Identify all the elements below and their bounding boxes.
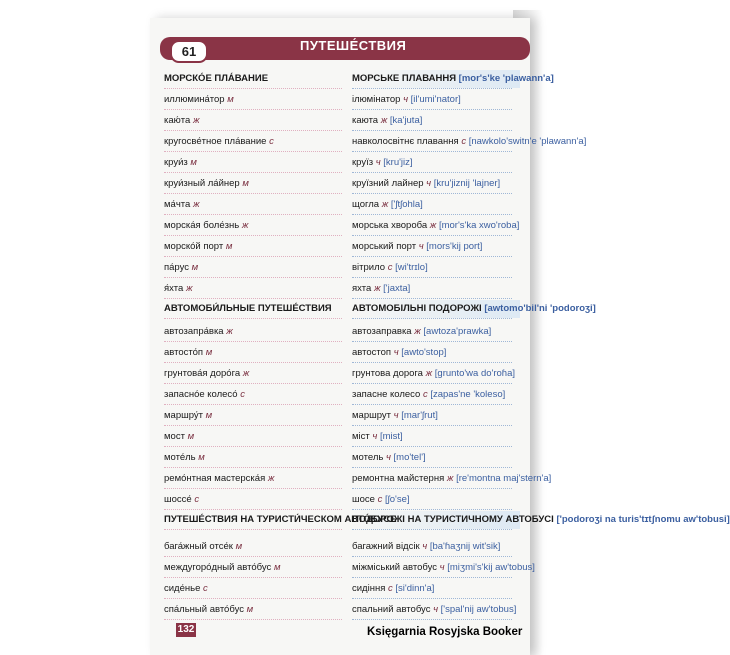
term-word: АВТОМОБИ́ЛЬНЫЕ ПУТЕШЕ́СТВИЯ	[164, 303, 332, 314]
term-ru	[164, 386, 342, 405]
gender-marker: м	[225, 241, 233, 252]
transcription: [mors'kij port]	[426, 241, 483, 252]
term-uk	[352, 470, 552, 489]
gender-marker: ч	[393, 410, 399, 421]
gender-marker: ж	[242, 368, 250, 379]
term-uk	[352, 217, 520, 236]
term-word: МОРСКО́Е ПЛА́ВАНИЕ	[164, 73, 269, 84]
term-word: ПУТЕШЕ́СТВИЯ НА ТУРИСТИ́ЧЕСКОМ АВТО́БУСЕ	[164, 514, 397, 525]
gender-marker: ж	[267, 473, 275, 484]
term-ru	[164, 280, 342, 299]
term-word: мост	[164, 431, 185, 442]
gender-marker: ж	[241, 220, 249, 231]
term-word: багажний відсік	[352, 541, 420, 552]
term-word: маршру́т	[164, 410, 203, 421]
term-uk	[352, 386, 512, 405]
term-word: автосто́п	[164, 347, 204, 358]
transcription: ['jaxta]	[383, 283, 411, 294]
term-uk	[352, 133, 587, 152]
term-uk	[352, 538, 512, 557]
transcription: [il'umi'nator]	[410, 94, 461, 105]
gender-marker: м	[205, 347, 213, 358]
term-word: бага́жный отсе́к	[164, 541, 233, 552]
term-ru	[164, 217, 342, 236]
section-heading-uk	[352, 511, 730, 530]
gender-marker: ж	[192, 199, 200, 210]
term-word: запасне колесо	[352, 389, 421, 400]
term-word: міжміський автобус	[352, 562, 438, 573]
gender-marker: ч	[426, 178, 432, 189]
term-ru	[164, 580, 342, 599]
transcription: [miʒmi's'kij aw'tobus]	[447, 562, 535, 573]
term-word: мотель	[352, 452, 384, 463]
transcription: [ka'juta]	[389, 115, 423, 126]
term-ru	[164, 559, 342, 578]
term-word: міст	[352, 431, 370, 442]
transcription: [mist]	[379, 431, 403, 442]
term-word: маршрут	[352, 410, 391, 421]
term-word: грунтова́я доро́га	[164, 368, 241, 379]
term-word: круїзний лайнер	[352, 178, 424, 189]
term-ru	[164, 344, 342, 363]
term-word: па́рус	[164, 262, 189, 273]
transcription: ['podoroʒi na turis'tɪtʃnomu aw'tobusi]	[556, 514, 730, 525]
gender-marker: ч	[403, 94, 409, 105]
chapter-title: ПУТЕШЕ́СТВИЯ	[300, 38, 407, 53]
term-ru	[164, 91, 342, 110]
gender-marker: м	[191, 262, 199, 273]
gender-marker: ч	[433, 604, 439, 615]
term-word: яхта	[352, 283, 372, 294]
term-uk	[352, 154, 512, 173]
term-uk	[352, 323, 512, 342]
term-ru	[164, 175, 342, 194]
publisher-caption: Księgarnia Rosyjska Booker	[367, 626, 523, 638]
term-word: сиде́нье	[164, 583, 201, 594]
term-word: сидіння	[352, 583, 386, 594]
term-word: шосе	[352, 494, 375, 505]
gender-marker: м	[190, 157, 197, 168]
transcription: [si'dinn'a]	[395, 583, 435, 594]
gender-marker: м	[227, 94, 234, 105]
transcription: [mor's'ke 'plawann'a]	[458, 73, 554, 84]
transcription: [nawkolo'switn'e 'plawann'a]	[468, 136, 587, 147]
term-word: спа́льный авто́бус	[164, 604, 244, 615]
transcription: ['ʃtʃohla]	[390, 199, 423, 210]
gender-marker: м	[198, 452, 205, 463]
term-uk	[352, 428, 512, 447]
term-word: ремо́нтная мастерска́я	[164, 473, 266, 484]
term-ru	[164, 238, 342, 257]
term-word: ПОДОРОЖІ НА ТУРИСТИЧНОМУ АВТОБУСІ	[352, 514, 554, 525]
term-ru	[164, 407, 342, 426]
term-uk	[352, 196, 512, 215]
transcription: [kru'jiznij 'lajner]	[433, 178, 501, 189]
section-heading-uk	[352, 300, 596, 319]
term-uk	[352, 175, 512, 194]
gender-marker: с	[387, 262, 393, 273]
section-heading-ru	[164, 511, 397, 530]
term-uk	[352, 601, 517, 620]
gender-marker: ж	[226, 326, 233, 337]
gender-marker: с	[203, 583, 208, 594]
term-word: круїз	[352, 157, 374, 168]
term-word: ма́чта	[164, 199, 191, 210]
term-uk	[352, 407, 512, 426]
gender-marker: м	[187, 431, 195, 442]
term-ru	[164, 154, 342, 173]
term-word: спальний автобус	[352, 604, 431, 615]
chapter-page-number: 61	[170, 40, 208, 63]
term-word: автозаправка	[352, 326, 412, 337]
gender-marker: с	[377, 494, 383, 505]
term-word: морско́й порт	[164, 241, 224, 252]
term-word: ілюмінатор	[352, 94, 401, 105]
term-word: морський порт	[352, 241, 417, 252]
transcription: [ba'ɦaʒnij wit'sik]	[429, 541, 501, 552]
term-uk	[352, 449, 512, 468]
transcription: [awtomo'bil'ni 'podoroʒi]	[484, 303, 596, 314]
gender-marker: с	[388, 583, 393, 594]
gender-marker: ж	[414, 326, 421, 337]
term-ru	[164, 470, 342, 489]
gender-marker: с	[461, 136, 467, 147]
gender-marker: ж	[192, 115, 200, 126]
term-uk	[352, 112, 512, 131]
transcription: [mor's'ka xwo'roba]	[438, 220, 520, 231]
gender-marker: м	[273, 562, 281, 573]
term-word: грунтова дорога	[352, 368, 423, 379]
transcription: [awto'stop]	[401, 347, 447, 358]
term-ru	[164, 428, 342, 447]
term-ru	[164, 449, 342, 468]
term-word: шоссе́	[164, 494, 192, 505]
term-word: кругосве́тное пла́вание	[164, 136, 267, 147]
gender-marker: м	[205, 410, 213, 421]
term-word: вітрило	[352, 262, 386, 273]
transcription: [grunto'wa do'roɦa]	[434, 368, 516, 379]
gender-marker: ж	[373, 283, 381, 294]
term-ru	[164, 491, 342, 510]
term-ru	[164, 538, 342, 557]
term-ru	[164, 601, 342, 620]
gender-marker: ч	[375, 157, 381, 168]
term-ru	[164, 365, 342, 384]
transcription: [mar'ʃrut]	[401, 410, 438, 421]
section-heading-ru	[164, 70, 342, 89]
term-ru	[164, 133, 342, 152]
term-word: каюта	[352, 115, 379, 126]
gender-marker: ч	[439, 562, 445, 573]
term-word: запасно́е колесо́	[164, 389, 238, 400]
term-uk	[352, 365, 516, 384]
term-word: иллюмина́тор	[164, 94, 225, 105]
gender-marker: с	[194, 494, 200, 505]
transcription: [mo'tel']	[393, 452, 426, 463]
gender-marker: ж	[381, 199, 389, 210]
gender-marker: ч	[372, 431, 378, 442]
gender-marker: м	[246, 604, 254, 615]
term-word: моте́ль	[164, 452, 196, 463]
term-uk	[352, 238, 512, 257]
gender-marker: ж	[429, 220, 437, 231]
transcription: [ʃo'se]	[384, 494, 410, 505]
transcription: [awtoza'prawka]	[423, 326, 492, 337]
term-ru	[164, 323, 342, 342]
gender-marker: ч	[418, 241, 424, 252]
term-word: морська хвороба	[352, 220, 428, 231]
term-word: автостоп	[352, 347, 392, 358]
transcription: [kru'jiz]	[383, 157, 413, 168]
gender-marker: ж	[425, 368, 433, 379]
gender-marker: с	[269, 136, 274, 147]
term-word: морска́я боле́знь	[164, 220, 240, 231]
term-word: МОРСЬКЕ ПЛАВАННЯ	[352, 73, 457, 84]
gender-marker: ж	[380, 115, 388, 126]
gender-marker: м	[235, 541, 243, 552]
term-word: междугоро́дный авто́бус	[164, 562, 272, 573]
gender-marker: м	[242, 178, 249, 189]
term-word: круи́з	[164, 157, 188, 168]
term-uk	[352, 580, 512, 599]
term-uk	[352, 559, 535, 578]
term-ru	[164, 196, 342, 215]
term-word: я́хта	[164, 283, 184, 294]
term-uk	[352, 259, 512, 278]
transcription: [zapas'ne 'koleso]	[430, 389, 506, 400]
gender-marker: ж	[185, 283, 193, 294]
gender-marker: с	[422, 389, 428, 400]
term-word: щогла	[352, 199, 380, 210]
transcription: ['spal'nij aw'tobus]	[440, 604, 517, 615]
term-uk	[352, 491, 512, 510]
page-number: 132	[177, 624, 195, 635]
transcription: [wi'trɪlo]	[395, 262, 428, 273]
gender-marker: ч	[422, 541, 428, 552]
term-uk	[352, 91, 512, 110]
term-uk	[352, 280, 512, 299]
gender-marker: ч	[393, 347, 399, 358]
term-word: навколосвітнє плавання	[352, 136, 459, 147]
term-word: круи́зный ла́йнер	[164, 178, 240, 189]
section-heading-ru	[164, 300, 342, 319]
transcription: [re'montna maj'stern'a]	[456, 473, 552, 484]
term-word: АВТОМОБІЛЬНІ ПОДОРОЖІ	[352, 303, 482, 314]
term-word: каю́та	[164, 115, 191, 126]
gender-marker: ж	[446, 473, 454, 484]
term-word: ремонтна майстерня	[352, 473, 445, 484]
term-ru	[164, 112, 342, 131]
section-heading-uk	[352, 70, 554, 89]
term-ru	[164, 259, 342, 278]
gender-marker: с	[240, 389, 245, 400]
gender-marker: ч	[385, 452, 391, 463]
term-uk	[352, 344, 512, 363]
term-word: автозапра́вка	[164, 326, 224, 337]
